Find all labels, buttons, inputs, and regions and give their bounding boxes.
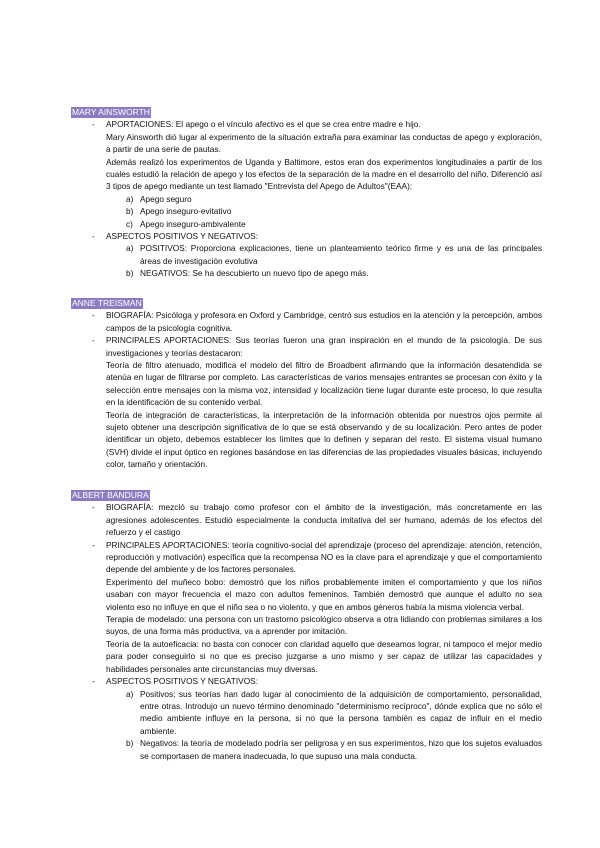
treisman-aportaciones: PRINCIPALES APORTACIONES: Sus teorías fueron una gran inspiración en el mundo de la psicología. De sus investigaciones y teorías destacaron: (106, 335, 542, 358)
section-ainsworth (72, 106, 542, 280)
ainsworth-paragraph-1: Mary Ainsworth dió lugar al experimento de la situación extraña para examinar las conductas de apego y exploración, a partir de una serie de pautas. (106, 131, 542, 155)
list-item (72, 334, 542, 359)
treisman-paragraph-2: Teoría de integración de características, la interpretación de la información obtenida por nuestros ojos permite al sujeto obtener una descripción significativa de lo que se está observando y de su localización. Pero antes de poder identificar un objeto, debemos establecer los límites que lo definen y separan del resto. El sistema visual humano (SVH) divide el input óptico en regiones basándose en las diferencias de las propiedades visuales básicas, incluyendo color, tamaño y orientación. (106, 409, 542, 470)
bullet-dash: - (92, 335, 95, 346)
treisman-biografia: BIOGRAFÍA: Psicóloga y profesora en Oxford y Cambridge, centró sus estudios en la atención y la percepción, ambos campos de la psicología cognitiva. (106, 310, 542, 333)
bullet-dash: - (92, 119, 95, 130)
heading-bandura: ALBERT BANDURA (72, 490, 149, 500)
ainsworth-aportaciones: APORTACIONES: El apego o el vínculo afectivo es el que se crea entre madre e hijo. (106, 119, 421, 130)
bandura-paragraph-1: Experimento del muñeco bobo: demostró que los niños probablemente imiten el comportamiento y que los niños usaban con mayor frecuencia el mazo con adultos femeninos. También demostró que aunque el adulto no sea violento eso no influye en que el niño sea o no violento, y que en ambos géneros había la misma violencia verbal. (106, 576, 542, 612)
list-item: a) Apego seguro (126, 193, 192, 204)
treisman-paragraph-1: Teoría de filtro atenuado, modifica el modelo del filtro de Broadbent afirmando que la información desatendida se atenúa en lugar de filtrarse por completo. Las características de varios mensajes entrantes se procesan con éxito y la selección entre mensajes con la misma voz, intensidad y localización tiene lugar durante este proceso, lo que resulta en la identificación de su contenido verbal. (106, 360, 542, 408)
list-item (72, 675, 542, 687)
bullet-dash: - (92, 502, 95, 513)
list-item (72, 501, 542, 538)
ainsworth-paragraph-2: Además realizó los experimentos de Uganda y Baltimore, estos eran dos experimentos longitudinales a partir de los cuales estudió la relación de apego y los efectos de la separación de la madre en el desarrollo del niño. Diferenció así 3 tipos de apego mediante un test llamado "Entrevista del Apego de Adultos"(EAA): (106, 156, 542, 192)
bullet-dash: - (92, 310, 95, 321)
bandura-paragraph-3: Teoría de la autoeficacia: no basta con conocer con claridad aquello que deseamos lograr, ni tampoco el mejor medio para poder conseguirlo si no que es preciso juzgarse a uno mismo y ser capaz de utilizar las capacidades y habilidades personales ante circunstancias muy diversas. (106, 638, 542, 674)
section-bandura (72, 489, 542, 762)
list-item: c) Apego inseguro-ambivalente (126, 218, 246, 229)
heading-treisman: ANNE TREISMAN (72, 298, 142, 308)
list-item: b) Negativos: la teoría de modelado podría ser peligrosa y en sus experimentos, hizo que los sujetos evaluados se comportasen de manera inadecuada, lo que supuso una mala conducta. (126, 738, 542, 761)
list-item (72, 309, 542, 334)
list-item (72, 118, 542, 130)
section-treisman (72, 297, 542, 471)
ainsworth-aspectos: ASPECTOS POSITIVOS Y NEGATIVOS: (106, 231, 259, 242)
bullet-dash: - (92, 539, 95, 550)
list-item: a) POSITIVOS: Proporciona explicaciones, tiene un planteamiento teórico firme y es una de las principales áreas de investigación evolutiva (126, 243, 542, 266)
list-item: a) Positivos: sus teorías han dado lugar al conocimiento de la adquisición de comportamiento, personalidad, entre otras. Introdujo un nuevo término denominado "determinismo recíproco", dónde explica que no sólo el medio ambiente influye en la persona, si no que la persona también es capaz de influir en el medio ambiente. (126, 688, 542, 736)
bullet-dash: - (92, 676, 95, 687)
heading-ainsworth: MARY AINSWORTH (72, 107, 150, 117)
bullet-dash: - (92, 231, 95, 242)
list-item (72, 230, 542, 242)
bandura-aportaciones: PRINCIPALES APORTACIONES: teoría cognitivo-social del aprendizaje (proceso del aprendizaje: atención, retención, reproducción y motivación) específica que la recompensa NO es la clave para el aprendizaje y que el comportamiento depende del ambiente y de los factores personales. (106, 539, 542, 575)
bandura-aspectos: ASPECTOS POSITIVOS Y NEGATIVOS: (106, 676, 259, 687)
bandura-biografia: BIOGRAFÍA: mezcló su trabajo como profesor con el ámbito de la investigación, más concretamente en las agresiones adolescentes. Estudió especialmente la conducta imitativa del ser humano, además de los efectos del refuerzo y el castigo (106, 502, 542, 538)
list-item: b) NEGATIVOS: Se ha descubierto un nuevo tipo de apego más. (126, 268, 369, 279)
list-item: b) Apego inseguro-evitativo (126, 206, 232, 217)
list-item (72, 539, 542, 576)
bandura-paragraph-2: Terapia de modelado: una persona con un trastorno psicológico observa a otra lidiando con problemas similares a los suyos, de una forma más productiva, va a aprender por imitación. (106, 614, 542, 637)
